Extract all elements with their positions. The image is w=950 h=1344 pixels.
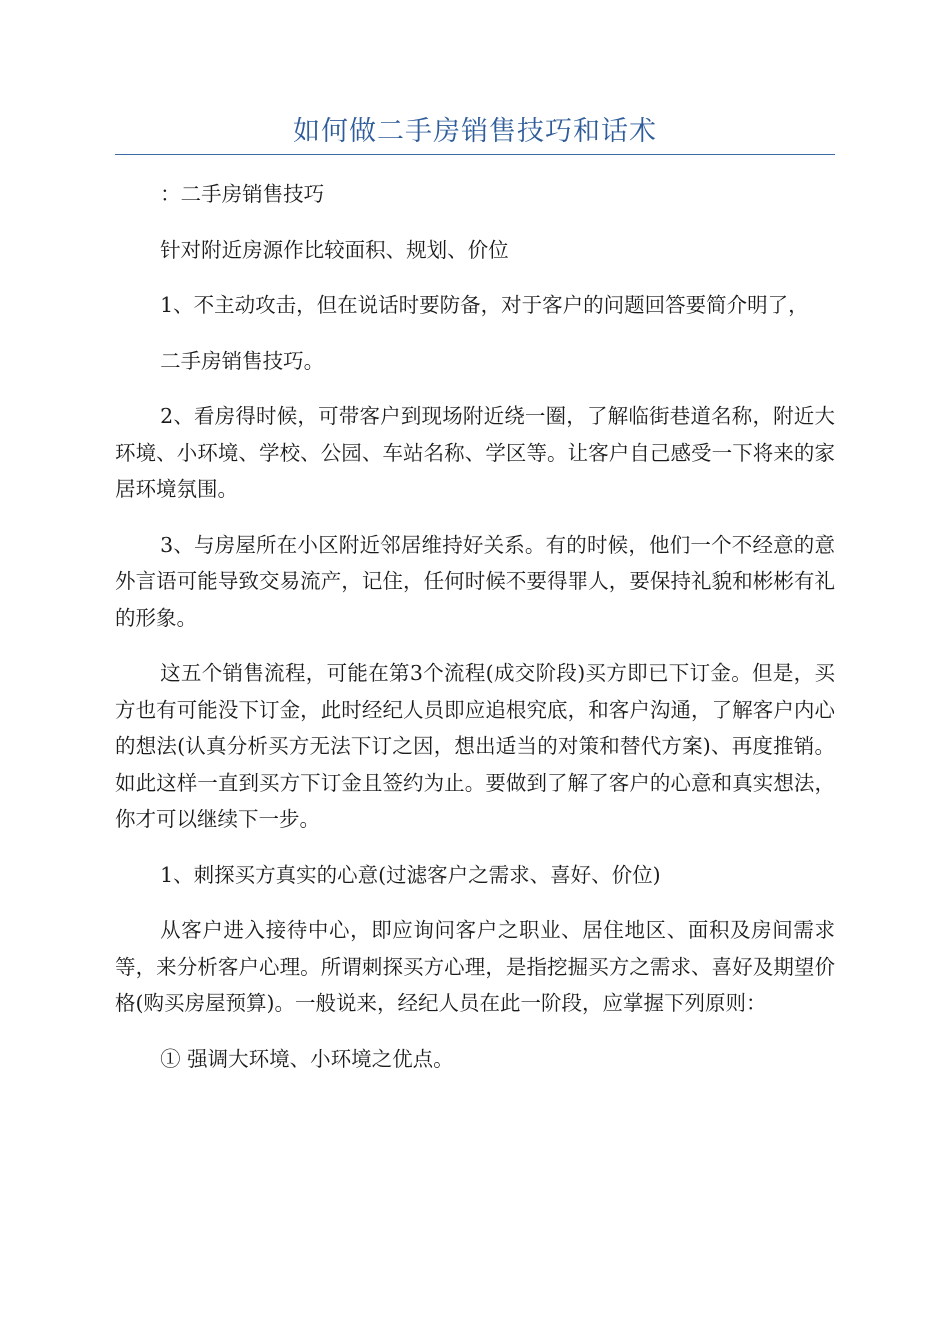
paragraph: 针对附近房源作比较面积、规划、价位 (160, 237, 509, 262)
document-title: 如何做二手房销售技巧和话术 (293, 116, 657, 147)
paragraph: ① 强调大环境、小环境之优点。 (160, 1046, 454, 1071)
paragraph: 这五个销售流程，可能在第3个流程(成交阶段)买方即已下订金。但是，买方也有可能没下订金，此时经纪人员即应追根究底，和客户沟通，了解客户内心的想法(认真分析买方无法下订之因，想出适当的对策和替代方案)、再度推销。如此这样一直到买方下订金且签约为止。要做到了解了客户的心意和真实想法，你才可以继续下一步。 (115, 661, 835, 831)
paragraph: 3、与房屋所在小区附近邻居维持好关系。有的时候，他们一个不经意的意外言语可能导致交易流产，记住，任何时候不要得罪人，要保持礼貌和彬彬有礼的形象。 (115, 532, 835, 630)
title-underline (115, 154, 835, 155)
paragraph: 二手房销售技巧。 (160, 348, 325, 373)
paragraph: 1、刺探买方真实的心意(过滤客户之需求、喜好、价位) (160, 862, 661, 887)
document-body (115, 176, 835, 1096)
paragraph: ：二手房销售技巧 (160, 182, 325, 206)
paragraph: 从客户进入接待中心，即应询问客户之职业、居住地区、面积及房间需求等，来分析客户心理。所谓刺探买方心理，是指挖掘买方之需求、喜好及期望价格(购买房屋预算)。一般说来，经纪人员在此一阶段，应掌握下列原则： (115, 918, 835, 1015)
paragraph: 1、不主动攻击，但在说话时要防备，对于客户的问题回答要简介明了， (160, 293, 809, 317)
paragraph: 2、看房得时候，可带客户到现场附近绕一圈，了解临街巷道名称，附近大环境、小环境、学校、公园、车站名称、学区等。让客户自己感受一下将来的家居环境氛围。 (115, 404, 835, 501)
